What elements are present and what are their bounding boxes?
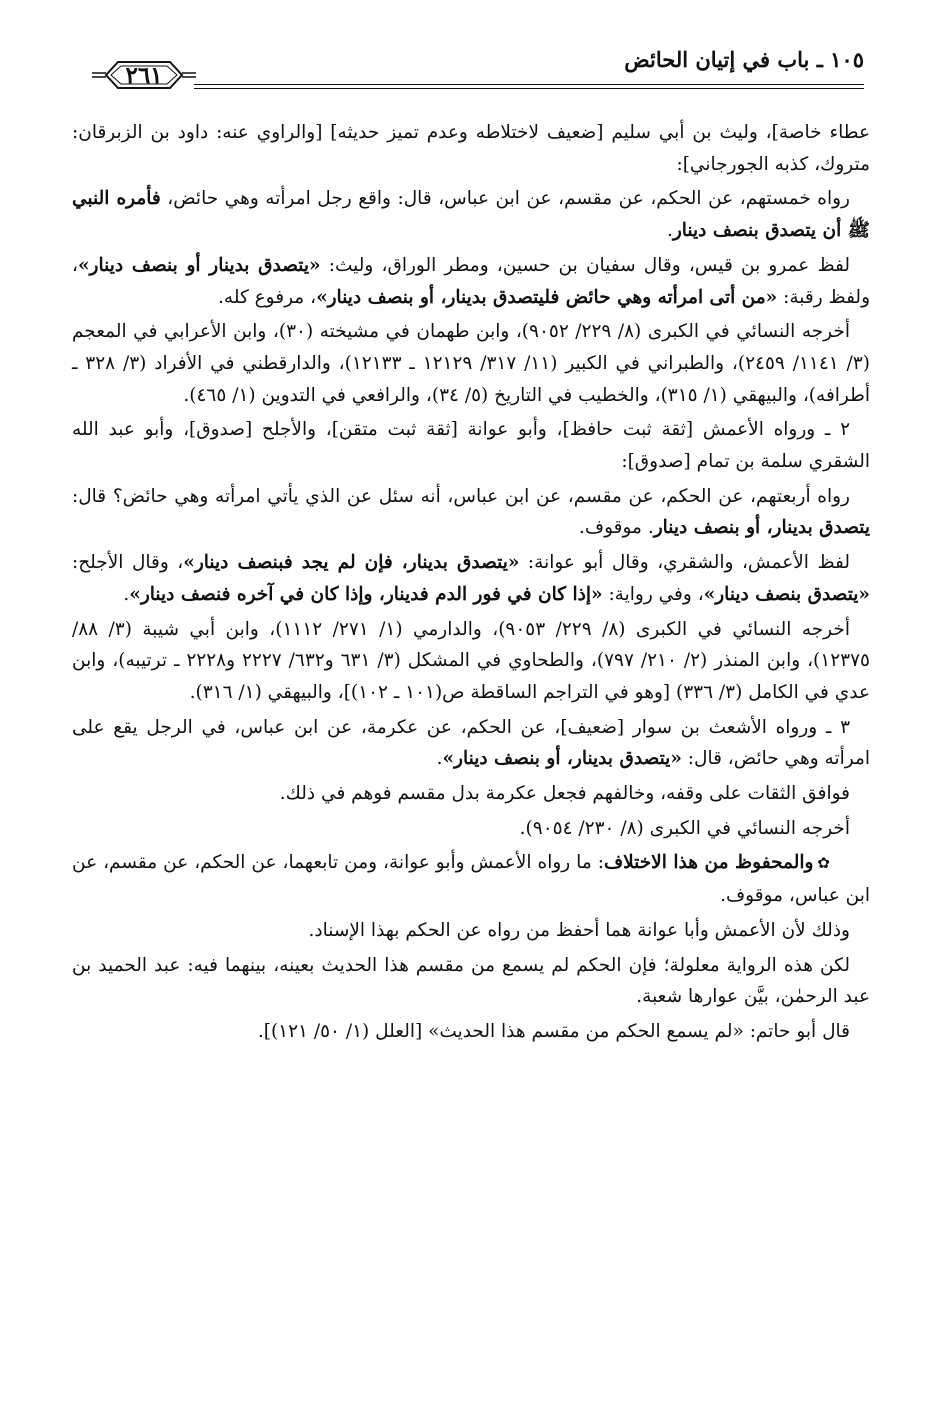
paragraph-text: ، وفي رواية: <box>602 583 704 605</box>
bold-text: «يتصدق بدينار أو بنصف دينار» <box>77 254 321 276</box>
paragraph-text: ٢ ـ ورواه الأعمش [ثقة ثبت حافظ]، وأبو عوانة [ثقة ثبت متقن]، والأجلح [صدوق]، وأبو عبد الله الشقري سلمة بن تمام [صدوق]: <box>72 419 870 473</box>
paragraph-4 <box>72 316 870 411</box>
paragraph-11 <box>72 813 870 845</box>
bold-text: والمحفوظ من هذا الاختلاف <box>603 852 814 874</box>
paragraph-text: رواه خمستهم، عن الحكم، عن مقسم، عن ابن عباس، قال: واقع رجل امرأته وهي حائض، <box>160 188 850 210</box>
bold-text: «إذا كان في فور الدم فدينار، وإذا كان في آخره فنصف دينار» <box>129 583 603 605</box>
paragraph-10 <box>72 778 870 810</box>
paragraph-text: : ما رواه الأعمش وأبو عوانة، ومن تابعهما، عن الحكم، عن مقسم، عن ابن عباس، موقوف. <box>72 852 870 907</box>
paragraph-text: لفظ الأعمش، والشقري، وقال أبو عوانة: <box>519 552 850 574</box>
paragraph-text: قال أبو حاتم: «لم يسمع الحكم من مقسم هذا الحديث» [العلل (١/ ٥٠/ ١٢١)]. <box>257 1020 850 1042</box>
paragraph-text: أخرجه النسائي في الكبرى (٨/ ٢٣٠/ ٩٠٥٤). <box>519 817 850 839</box>
page-body <box>72 117 870 1051</box>
header-rule <box>194 84 864 85</box>
paragraph-9 <box>72 712 870 775</box>
bold-text: فأمره النبي ﷺ أن يتصدق بنصف دينار <box>72 188 870 242</box>
paragraph-text: ٣ ـ ورواه الأشعث بن سوار [ضعيف]، عن الحكم، عن عكرمة، عن ابن عباس، في الرجل يقع على امرأته وهي حائض، قال: <box>72 716 870 770</box>
paragraph-text: فوافق الثقات على وقفه، وخالفهم فجعل عكرمة بدل مقسم فوهم في ذلك. <box>279 783 850 805</box>
paragraph-text: . <box>666 220 673 242</box>
paragraph-3 <box>72 250 870 313</box>
paragraph-text: ، وقال الأجلح: <box>72 552 184 574</box>
paragraph-text: . <box>436 748 443 770</box>
paragraph-text: أخرجه النسائي في الكبرى (٨/ ٢٢٩/ ٩٠٥٣)، والدارمي (١/ ٢٧١/ ١١١٢)، وابن أبي شيبة (٣/ ٨٨/ ١٢٣٧٥)، وابن المنذر (٢/ ٢١٠/ ٧٩٧)، والطحاوي في المشكل (٣/ ٦٣١ و٦٣٢/ ٢٢٢٧ و٢٢٢٨ ـ ترتيبه)، وابن عدي في الكامل (٣/ ٣٣٦) [وهو في التراجم الساقطة ص(١٠١ ـ ١٠٢)]، والبيهقي (١/ ٣١٦). <box>72 618 870 703</box>
page-header <box>74 38 864 94</box>
flower-ornament-icon: ✿ <box>817 854 830 873</box>
paragraph-1 <box>72 117 870 180</box>
bold-text: «يتصدق بدينار، فإن لم يجد فبنصف دينار» <box>183 552 520 574</box>
bold-text: «يتصدق بدينار، أو بنصف دينار» <box>442 748 682 770</box>
paragraph-text: ، مرفوع كله. <box>218 286 317 308</box>
bold-text: يتصدق بدينار، أو بنصف دينار <box>653 517 870 539</box>
page-number: ٢٦١ <box>125 61 163 89</box>
bold-text: «من أتى امرأته وهي حائض فليتصدق بدينار، أو بنصف دينار» <box>316 286 778 308</box>
paragraph-text: رواه أربعتهم، عن الحكم، عن مقسم، عن ابن عباس، أنه سئل عن الذي يأتي امرأته وهي حائض؟ قال: <box>72 485 850 507</box>
paragraph-2 <box>72 183 870 246</box>
paragraph-13 <box>72 915 870 947</box>
paragraph-5 <box>72 414 870 477</box>
paragraph-6 <box>72 481 870 544</box>
bold-text: «يتصدق بنصف دينار» <box>703 583 870 605</box>
paragraph-text: ، ولفظ رقبة: <box>72 254 870 308</box>
paragraph-8 <box>72 614 870 709</box>
paragraph-text: . موقوف. <box>579 517 654 539</box>
paragraph-text: أخرجه النسائي في الكبرى (٨/ ٢٢٩/ ٩٠٥٢)، وابن طهمان في مشيخته (٣٠)، وابن الأعرابي في المعجم (٣/ ١١٤١/ ٢٤٥٩)، والطبراني في الكبير (١١/ ٣١٧/ ١٢١٢٩ ـ ١٢١٣٣)، والدارقطني في الأفراد (٣/ ٣٢٨ ـ أطرافه)، والبيهقي (١/ ٣١٥)، والخطيب في التاريخ (٥/ ٣٤)، والرافعي في التدوين (١/ ٤٦٥). <box>72 321 870 406</box>
paragraph-14 <box>72 950 870 1013</box>
paragraph-12 <box>72 847 870 911</box>
paragraph-text: لفظ عمرو بن قيس، وقال سفيان بن حسين، ومطر الوراق، وليث: <box>320 254 850 276</box>
header-rule-double <box>194 88 864 89</box>
paragraph-7 <box>72 547 870 610</box>
running-title: ١٠٥ ـ باب في إتيان الحائض <box>624 47 864 72</box>
paragraph-text: وذلك لأن الأعمش وأبا عوانة هما أحفظ من رواه عن الحكم بهذا الإسناد. <box>308 919 850 941</box>
paragraph-text: لكن هذه الرواية معلولة؛ فإن الحكم لم يسمع من مقسم هذا الحديث بعينه، بينهما فيه: عبد الحميد بن عبد الرحمٰن، بيَّن عوارها شعبة. <box>72 954 870 1008</box>
paragraph-text: عطاء خاصة]، وليث بن أبي سليم [ضعيف لاختلاطه وعدم تميز حديثه] [والراوي عنه: داود بن الزبرقان: متروك، كذبه الجورجاني]: <box>72 122 870 175</box>
paragraph-text: . <box>123 583 130 605</box>
page-number-badge <box>92 56 196 94</box>
paragraph-15 <box>72 1016 870 1048</box>
